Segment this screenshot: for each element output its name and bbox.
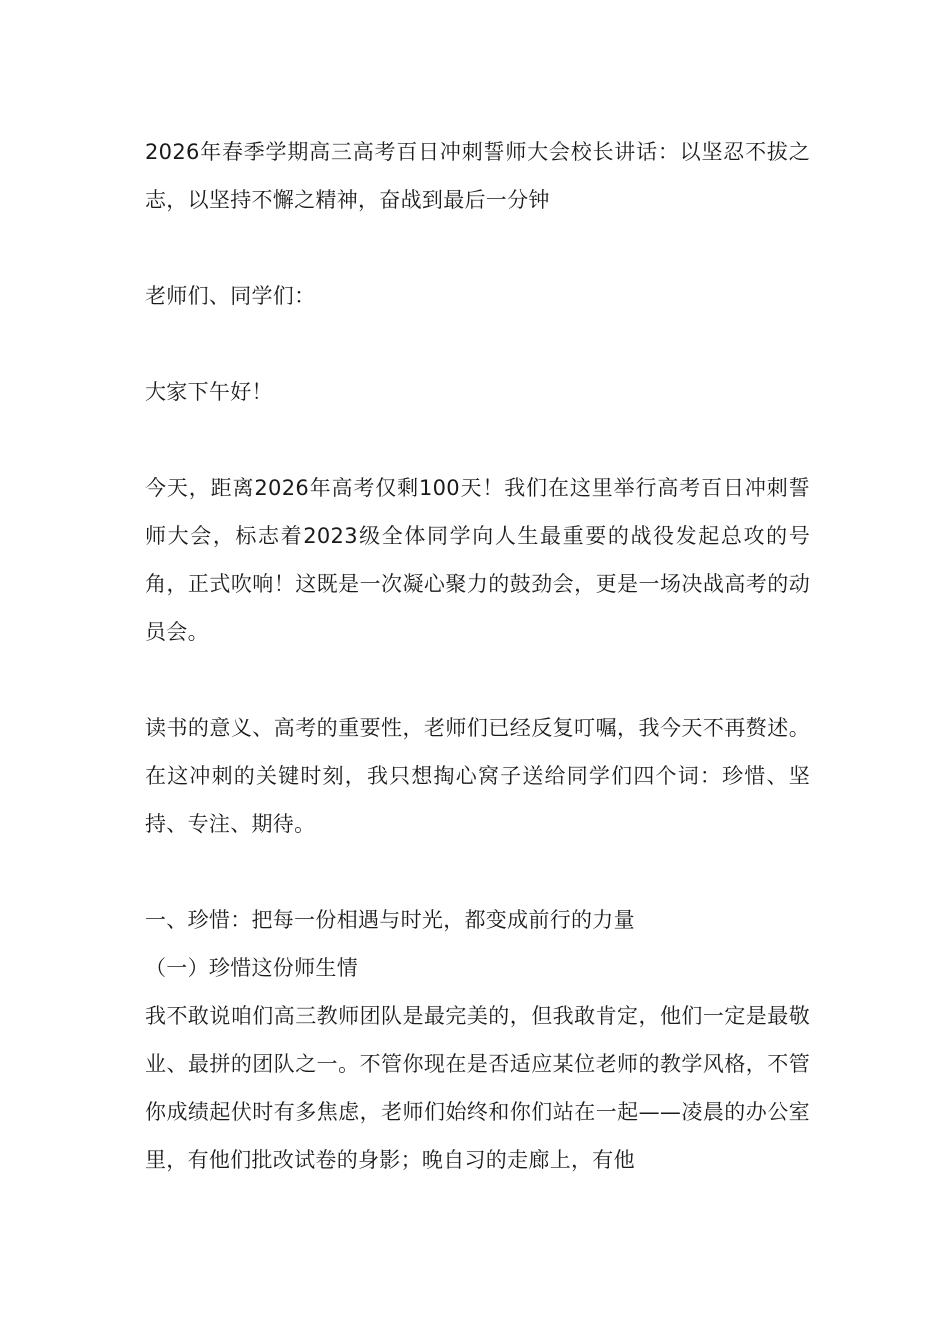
spacer (145, 224, 810, 272)
greeting: 大家下午好！ (145, 380, 273, 404)
spacer (145, 848, 810, 896)
document-page (145, 128, 810, 1184)
section-body: 我不敢说咱们高三教师团队是最完美的，但我敢肯定，他们一定是最敬业、最拼的团队之一。不管你现在是否适应某位老师的教学风格，不管你成绩起伏时有多焦虑，老师们始终和你们站在一起——凌晨的办公室里，有他们批改试卷的身影；晚自习的走廊上，有他 (145, 1004, 810, 1172)
document-title: 2026年春季学期高三高考百日冲刺誓师大会校长讲话：以坚忍不拔之志，以坚持不懈之精神，奋战到最后一分钟 (145, 140, 810, 212)
paragraph-intro: 今天，距离2026年高考仅剩100天！我们在这里举行高考百日冲刺誓师大会，标志着2023级全体同学向人生最重要的战役发起总攻的号角，正式吹响！这既是一次凝心聚力的鼓劲会，更是一场决战高考的动员会。 (145, 476, 810, 644)
subsection-heading: （一）珍惜这份师生情 (145, 956, 358, 980)
spacer (145, 320, 810, 368)
section-heading: 一、珍惜：把每一份相遇与时光，都变成前行的力量 (145, 908, 635, 932)
paragraph-four-words: 读书的意义、高考的重要性，老师们已经反复叮嘱，我今天不再赘述。在这冲刺的关键时刻，我只想掏心窝子送给同学们四个词：珍惜、坚持、专注、期待。 (145, 716, 810, 836)
spacer (145, 656, 810, 704)
spacer (145, 416, 810, 464)
salutation: 老师们、同学们： (145, 284, 316, 308)
